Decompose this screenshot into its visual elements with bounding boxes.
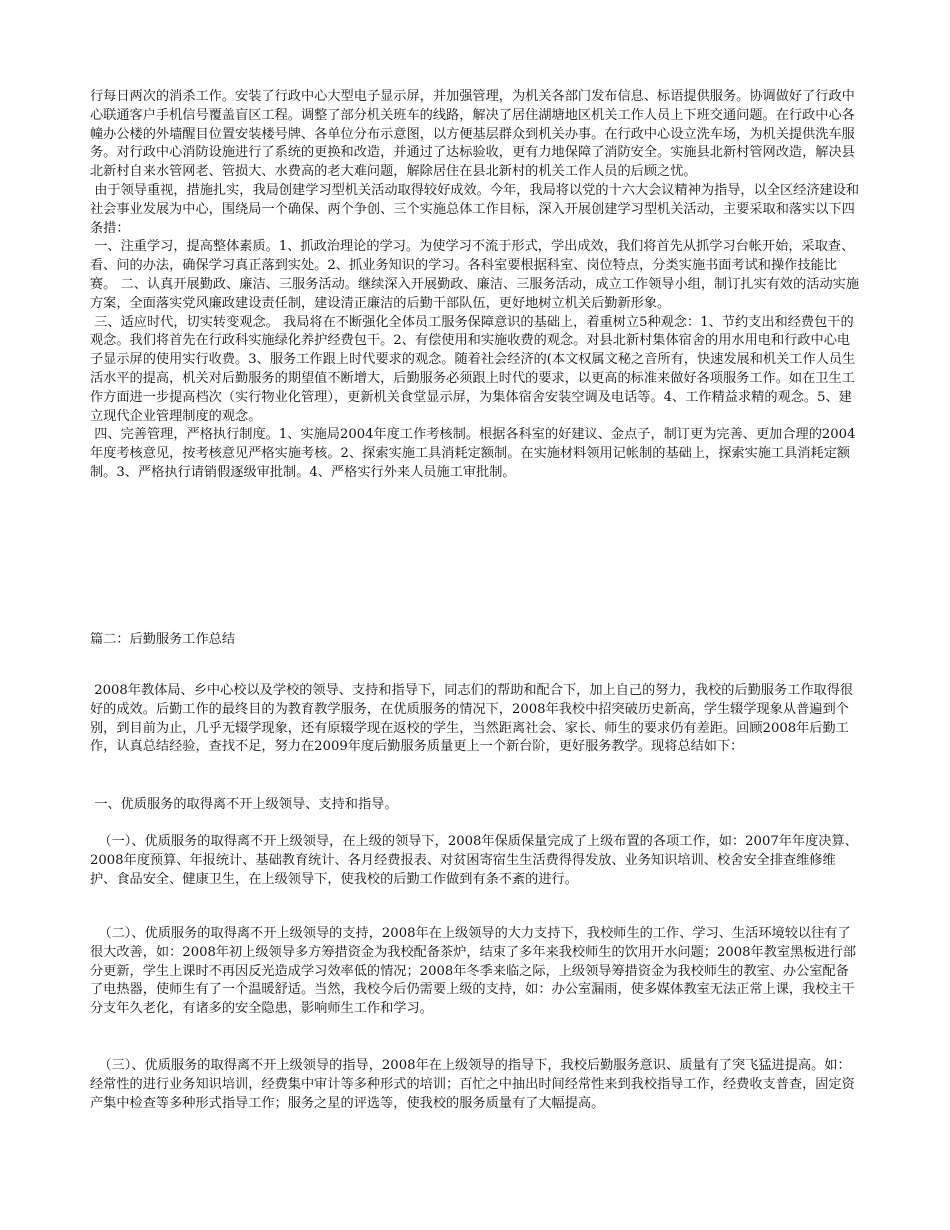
paragraph-1: （一）、优质服务的取得离不开上级领导，在上级的领导下，2008年保质保量完成了上级布置的各项工作，如：2007年年度决算、2008年度预算、年报统计、基础教育统计、各月经费报表、对贫困寄宿生生活费得得发放、业务知识培训、校舍安全排查维修维护、食品安全、健康卫生，在上级领导下，使我校的后勤工作做到有条不紊的进行。 bbox=[90, 834, 858, 887]
paragraph-3: （三）、优质服务的取得离不开上级领导的指导，2008年在上级领导的指导下，我校后勤服务意识、质量有了突飞猛进提高。如：经常性的进行业务知识培训，经费集中审计等多种形式的培训；百忙之中抽出时间经常性来到我校指导工作，经费收支普查，固定资产集中检查等多种形式指导工作；服务之星的评选等，使我校的服务质量有了大幅提高。 bbox=[90, 1058, 855, 1111]
article-part-one-body: 行每日两次的消杀工作。安装了行政中心大型电子显示屏，并加强管理，为机关各部门发布信息、标语提供服务。协调做好了行政中心联通客户手机信号覆盖盲区工程。调整了部分机关班车的线路，解决了居住湖塘地区机关工作人员上下班交通问题。在行政中心各幢办公楼的外墙醒目位置安装楼号牌、各单位分布示意图，以方便基层群众到机关办事。在行政中心设立洗车场，为机关提供洗车服务。对行政中心消防设施进行了系统的更换和改造，并通过了达标验收，更有力地保障了消防安全。实施县北新村管网改造，解决县北新村自来水管网老、管损大、水费高的老大难问题，解除居住在县北新村的机关工作人员的后顾之忧。 由于领导重视，措施扎实，我局创建学习型机关活动取得较好成效。今年，我局将以党的十六大会议精神为指导，以全区经济建设和社会事业发展为中心，围绕局一个确保、两个争创、三个实施总体工作目标，深入开展创建学习型机关活动，主要采取和落实以下四条措： 一、注重学习，提高整体素质。1、抓政治理论的学习。为使学习不流于形式，学出成效，我们将首先从抓学习台帐开始，采取查、看、问的办法，确保学习真正落到实处。2、抓业务知识的学习。各科室要根据科室、岗位特点，分类实施书面考试和操作技能比赛。 二、认真开展勤政、廉洁、三服务活动。继续深入开展勤政、廉洁、三服务活动，成立工作领导小组，制订扎实有效的活动实施方案，全面落实党风廉政建设责任制，建设清正廉洁的后勤干部队伍，更好地树立机关后勤新形象。 三、适应时代，切实转变观念。 我局将在不断强化全体员工服务保障意识的基础上，着重树立5种观念：1、节约支出和经费包干的观念。我们将首先在行政科实施绿化养护经费包干。2、有偿使用和实施收费的观念。对县北新村集体宿舍的用水用电和行政中心电子显示屏的使用实行收费。3、服务工作跟上时代要求的观念。随着社会经济的(本文权属文秘之音所有，快速发展和机关工作人员生活水平的提高，机关对后勤服务的期望值不断增大，后勤服务必须跟上时代的要求，以更高的标准来做好各项服务工作。如在卫生工作方面进一步提高档次（实行物业化管理），更新机关食堂显示屏，为集体宿舍安装空调及电话等。4、工作精益求精的观念。5、建立现代企业管理制度的观念。 四、完善管理，严格执行制度。1、实施局2004年度工作考核制。根据各科室的好建议、金点子，制订更为完善、更加合理的2004年度考核意见，按考核意见严格实施考核。2、探索实施工具消耗定额制。在实施材料领用记帐制的基础上，探索实施工具消耗定额制。3、严格执行请销假逐级审批制。4、严格实行外来人员施工审批制。 bbox=[90, 89, 860, 480]
section-title: 篇二：后勤服务工作总结 bbox=[90, 632, 236, 647]
section-heading-1: 一、优质服务的取得离不开上级领导、支持和指导。 bbox=[90, 797, 398, 812]
intro-paragraph: 2008年教体局、乡中心校以及学校的领导、支持和指导下，同志们的帮助和配合下，加上自己的努力，我校的后勤服务工作取得很好的成效。后勤工作的最终目的为教育教学服务，在优质服务的情况下，2008年我校中招突破历史新高，学生辍学现象从普遍到个别，到目前为止，几乎无辍学现象，还有原辍学现在返校的学生，当然距离社会、家长、师生的要求仍有差距。回顾2008年后勤工作，认真总结经验，查找不足，努力在2009年度后勤服务质量更上一个新台阶，更好服务教学。现将总结如下： bbox=[90, 683, 854, 755]
paragraph-2: （二）、优质服务的取得离不开上级领导的支持，2008年在上级领导的大力支持下，我校师生的工作、学习、生活环境较以往有了很大改善，如：2008年初上级领导多方筹措资金为我校配备茶炉，结束了多年来我校师生的饮用开水问题；2008年教室黑板进行部分更新，学生上课时不再因反光造成学习效率低的情况；2008年冬季来临之际，上级领导筹措资金为我校师生的教室、办公室配备了电热器，使师生有了一个温暖舒适。当然，我校今后仍需要上级的支持，如：办公室漏雨，使多媒体教室无法正常上课，我校主干分支年久老化，有诸多的安全隐患，影响师生工作和学习。 bbox=[90, 926, 857, 1017]
